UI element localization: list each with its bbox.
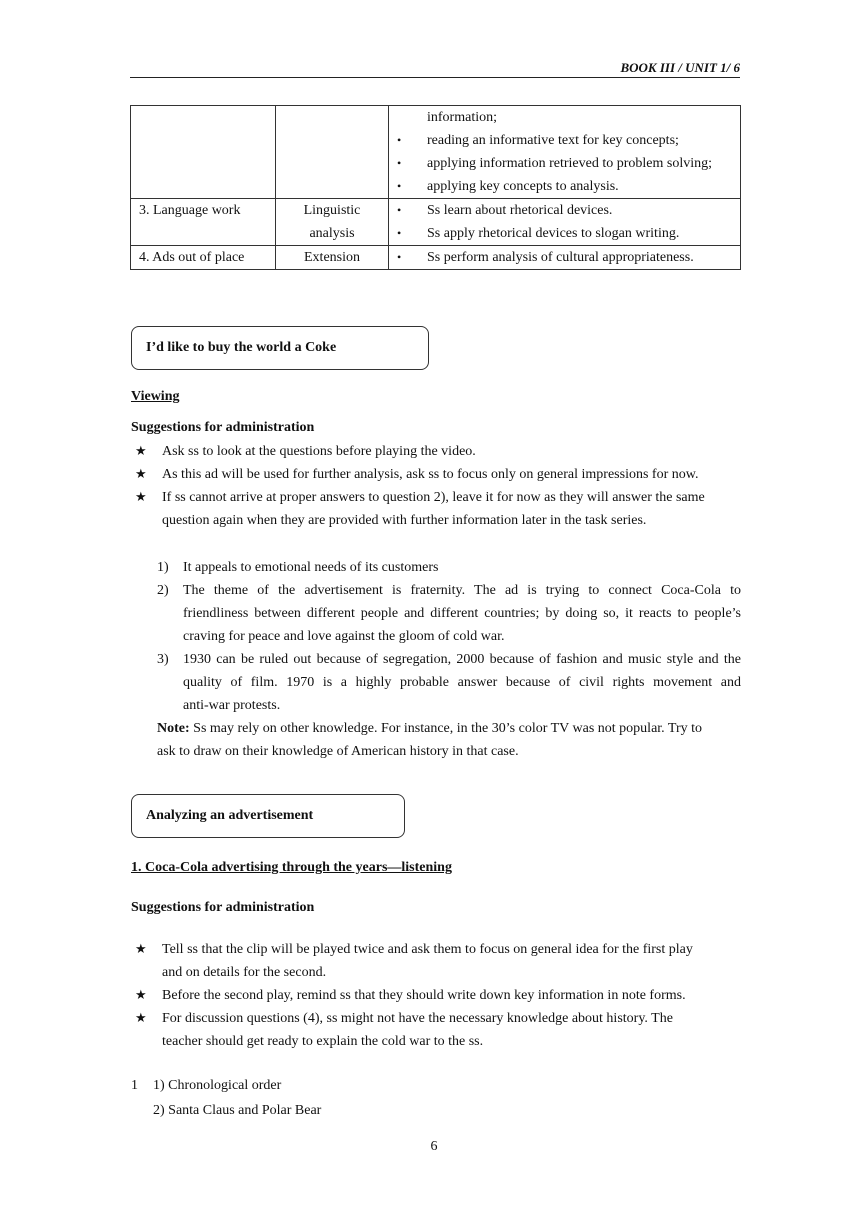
running-header: BOOK III / UNIT 1/ 6 bbox=[620, 60, 740, 75]
star-icon: ★ bbox=[135, 941, 147, 956]
list-item: 3) 1930 can be ruled out because of segregation, 2000 because of fashion and music style and the quality of film. 1970 is a highly probable answer because of civil rights movement and anti-war protests. bbox=[157, 652, 741, 713]
list-item: 2) The theme of the advertisement is fraternity. The ad is trying to connect Coca-Cola to friendliness between different people and different countries; by doing so, it reacts to people’s craving for peace and love against the gloom of cold war. bbox=[157, 583, 741, 644]
list-item: 1) It appeals to emotional needs of its customers bbox=[157, 560, 439, 575]
table-cell-activities bbox=[389, 199, 741, 246]
bullet-icon: • bbox=[397, 133, 402, 147]
items-list bbox=[153, 1074, 733, 1122]
suggestions-list bbox=[131, 440, 741, 532]
bullet-icon: • bbox=[397, 156, 402, 170]
star-icon: ★ bbox=[135, 987, 147, 1002]
suggestions-heading-2: Suggestions for administration bbox=[131, 900, 315, 915]
list-item: ★ Tell ss that the clip will be played twice and ask them to focus on general idea for the first play and on details for the second. bbox=[135, 941, 693, 980]
bullet-icon: • bbox=[397, 179, 402, 193]
table-row bbox=[131, 199, 741, 246]
list-item: 2) Santa Claus and Polar Bear bbox=[153, 1103, 322, 1118]
list-item: • reading an informative text for key concepts; bbox=[389, 129, 740, 152]
table-cell: Linguistic analysis bbox=[276, 199, 389, 246]
list-item: information; bbox=[427, 110, 497, 125]
bullet-icon: • bbox=[397, 203, 402, 217]
suggestions-heading: Suggestions for administration bbox=[131, 420, 315, 435]
note-paragraph-cont: ask to draw on their knowledge of American history in that case. bbox=[157, 744, 519, 759]
list-item: • Ss apply rhetorical devices to slogan writing. bbox=[389, 222, 740, 245]
table-cell bbox=[276, 106, 389, 199]
suggestions-list-2 bbox=[131, 938, 741, 1053]
star-icon: ★ bbox=[135, 443, 147, 458]
star-icon: ★ bbox=[135, 489, 147, 504]
list-item: ★ Before the second play, remind ss that they should write down key information in note forms. bbox=[135, 987, 686, 1003]
list-item: ★ As this ad will be used for further analysis, ask ss to focus only on general impressions for now. bbox=[135, 466, 699, 482]
item-number: 1 bbox=[131, 1078, 138, 1093]
section-title-box: Analyzing an advertisement bbox=[131, 794, 405, 838]
star-icon: ★ bbox=[135, 1010, 147, 1025]
table-cell: 4. Ads out of place bbox=[131, 246, 276, 270]
header-rule bbox=[130, 77, 740, 78]
answers-list bbox=[157, 556, 741, 763]
list-item: 1) Chronological order bbox=[153, 1078, 282, 1093]
list-item: • Ss learn about rhetorical devices. bbox=[389, 199, 740, 222]
section-title-box: I’d like to buy the world a Coke bbox=[131, 326, 429, 370]
bullet-icon: • bbox=[397, 250, 402, 264]
note-paragraph: Note: Ss may rely on other knowledge. For instance, in the 30’s color TV was not popular. Try to bbox=[157, 721, 703, 736]
list-item: • applying information retrieved to problem solving; bbox=[389, 152, 740, 175]
bullet-icon: • bbox=[397, 226, 402, 240]
viewing-heading: Viewing bbox=[131, 389, 180, 404]
table-cell-activities bbox=[389, 106, 741, 199]
lesson-plan-table bbox=[130, 105, 741, 270]
list-item: • Ss perform analysis of cultural appropriateness. bbox=[389, 246, 740, 269]
table-cell: 3. Language work bbox=[131, 199, 276, 246]
page-number: 6 bbox=[430, 1139, 438, 1154]
table-cell-activities bbox=[389, 246, 741, 270]
table-cell: Extension bbox=[276, 246, 389, 270]
list-item: ★ Ask ss to look at the questions before playing the video. bbox=[135, 443, 476, 459]
table-row bbox=[131, 106, 741, 199]
list-item: • applying key concepts to analysis. bbox=[389, 175, 740, 198]
list-item: ★ If ss cannot arrive at proper answers to question 2), leave it for now as they will answer the same question again when they are provided with further information later in the task series. bbox=[135, 489, 705, 528]
table-cell bbox=[131, 106, 276, 199]
table-row bbox=[131, 246, 741, 270]
list-item: ★ For discussion questions (4), ss might not have the necessary knowledge about history. The teacher should get ready to explain the cold war to the ss. bbox=[135, 1010, 673, 1049]
listening-heading: 1. Coca-Cola advertising through the years—listening bbox=[131, 860, 452, 875]
star-icon: ★ bbox=[135, 466, 147, 481]
